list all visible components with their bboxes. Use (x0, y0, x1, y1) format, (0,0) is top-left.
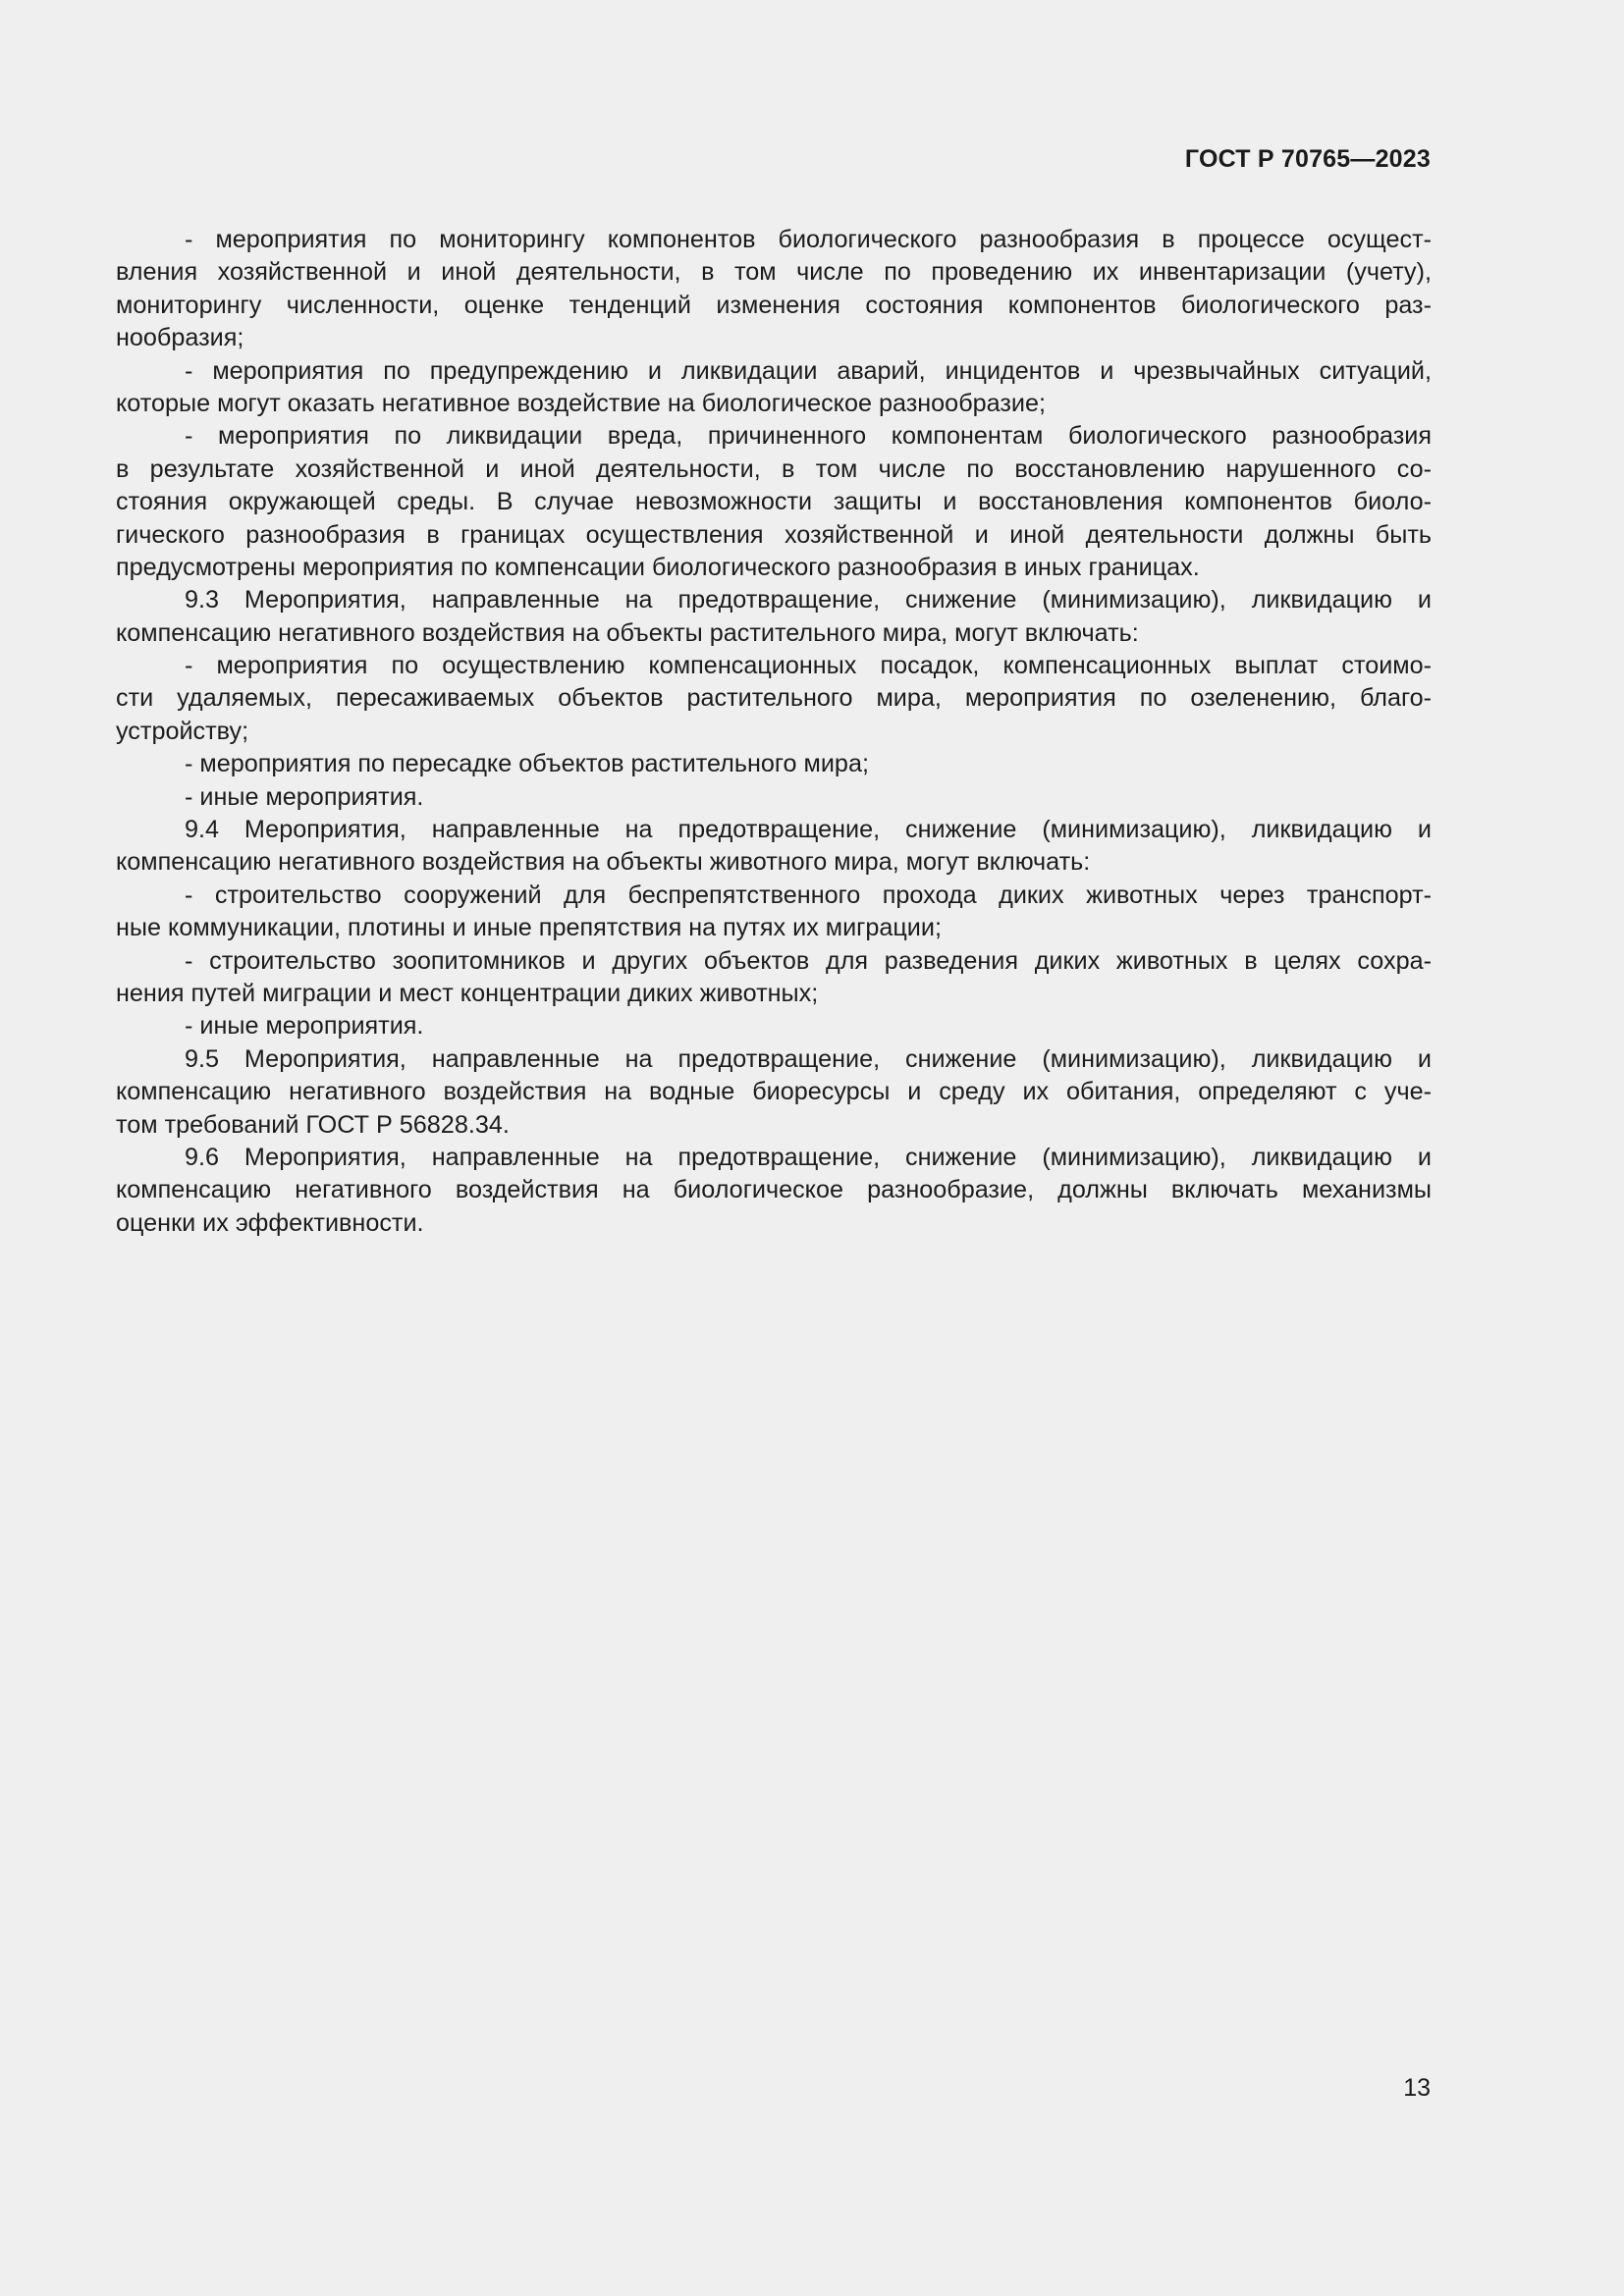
list-item-monitoring (116, 224, 1432, 355)
page-number: 13 (1403, 2074, 1431, 2102)
text-line: компенсацию негативного воздействия на водные биоресурсы и среду их обитания, определяют с уче- (116, 1078, 1432, 1106)
document-body (116, 224, 1432, 1240)
clause-9-3 (116, 584, 1432, 650)
list-item-harm-elimination (116, 420, 1432, 584)
text-line: 9.3 Мероприятия, направленные на предотвращение, снижение (минимизацию), ликвидацию и (185, 586, 1432, 614)
list-item-transplanting (116, 748, 1432, 780)
text-line: гического разнообразия в границах осуществления хозяйственной и иной деятельности должны быть (116, 520, 1432, 549)
text-line: - мероприятия по мониторингу компонентов биологического разнообразия в процессе осущест- (185, 226, 1432, 253)
text-line: - иные мероприятия. (185, 1012, 424, 1041)
text-line: 9.6 Мероприятия, направленные на предотвращение, снижение (минимизацию), ликвидацию и (185, 1143, 1432, 1171)
text-line: - мероприятия по ликвидации вреда, причиненного компонентам биологического разнообразия (185, 422, 1432, 451)
text-line: - строительство зоопитомников и других объектов для разведения диких животных в целях сохра- (185, 946, 1432, 975)
text-line: - иные мероприятия. (185, 782, 424, 811)
text-line: компенсацию негативного воздействия на объекты растительного мира, могут включать: (116, 618, 1139, 647)
text-line: мониторингу численности, оценке тенденций изменения состояния компонентов биологического раз- (116, 291, 1432, 319)
text-line: оценки их эффективности. (116, 1208, 424, 1237)
text-line: нообразия; (116, 324, 244, 352)
text-line: компенсацию негативного воздействия на объекты животного мира, могут включать: (116, 848, 1091, 877)
list-item-compensation-plantings (116, 650, 1432, 748)
clause-9-4 (116, 814, 1432, 880)
text-line: - мероприятия по осуществлению компенсационных посадок, компенсационных выплат стоимо- (185, 652, 1432, 680)
clause-9-6 (116, 1142, 1432, 1240)
text-line: которые могут оказать негативное воздействие на биологическое разнообразие; (116, 389, 1046, 417)
clause-9-5 (116, 1043, 1432, 1142)
list-item-crossings (116, 880, 1432, 945)
list-item-nurseries (116, 945, 1432, 1011)
text-line: сти удаляемых, пересаживаемых объектов растительного мира, мероприятия по озеленению, благо- (116, 684, 1432, 713)
text-line: том требований ГОСТ Р 56828.34. (116, 1110, 510, 1139)
list-item-other-measures (116, 781, 1432, 814)
list-item-accidents (116, 355, 1432, 421)
text-line: - строительство сооружений для беспрепятственного прохода диких животных через транспорт- (185, 881, 1432, 909)
list-item-other-measures (116, 1010, 1432, 1042)
text-line: - мероприятия по предупреждению и ликвидации аварий, инцидентов и чрезвычайных ситуаций, (185, 356, 1432, 385)
text-line: 9.4 Мероприятия, направленные на предотвращение, снижение (минимизацию), ликвидацию и (185, 816, 1432, 844)
text-line: стояния окружающей среды. В случае невозможности защиты и восстановления компонентов биоло- (116, 488, 1432, 516)
document-code-header: ГОСТ Р 70765—2023 (1184, 145, 1431, 173)
text-line: 9.5 Мероприятия, направленные на предотвращение, снижение (минимизацию), ликвидацию и (185, 1044, 1432, 1073)
text-line: - мероприятия по пересадке объектов растительного мира; (185, 750, 869, 778)
text-line: предусмотрены мероприятия по компенсации биологического разнообразия в иных границах. (116, 553, 1200, 581)
text-line: компенсацию негативного воздействия на биологическое разнообразие, должны включать механизмы (116, 1176, 1432, 1204)
text-line: нения путей миграции и мест концентрации диких животных; (116, 979, 819, 1007)
text-line: вления хозяйственной и иной деятельности, в том числе по проведению их инвентаризации (учету), (116, 258, 1432, 287)
text-line: в результате хозяйственной и иной деятельности, в том числе по восстановлению нарушенного со- (116, 454, 1432, 483)
text-line: устройству; (116, 717, 249, 745)
text-line: ные коммуникации, плотины и иные препятствия на путях их миграции; (116, 914, 942, 942)
